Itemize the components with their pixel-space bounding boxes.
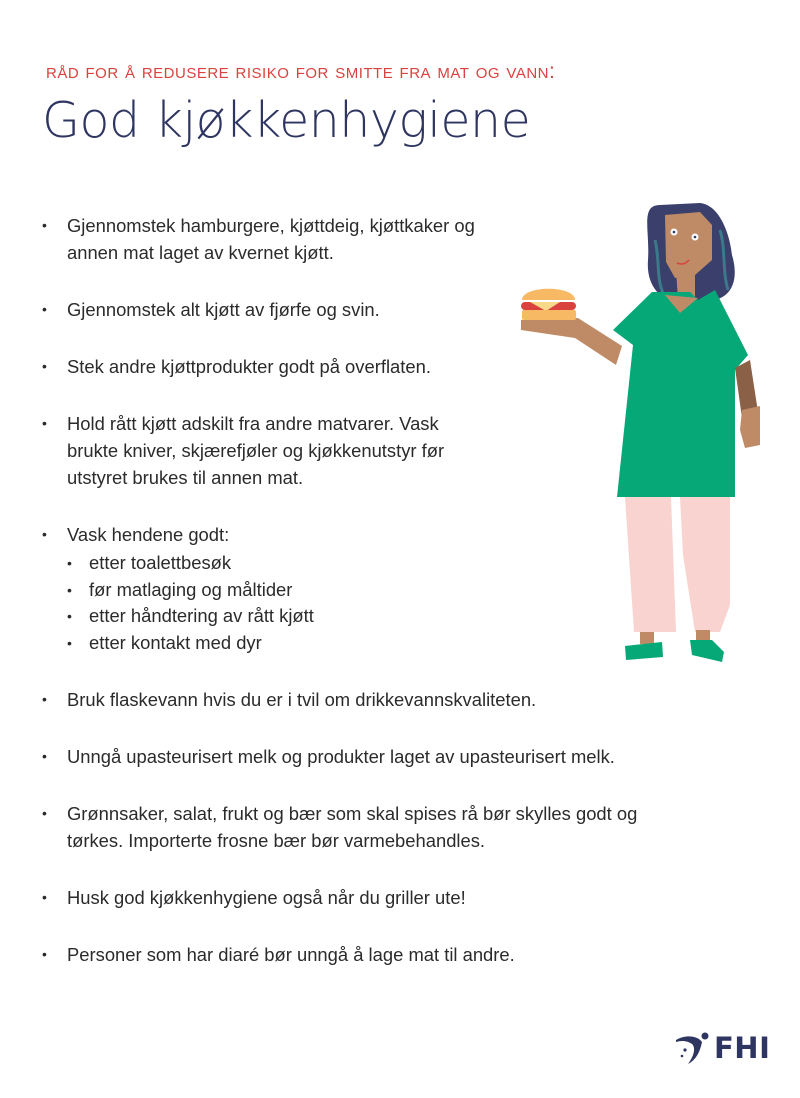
sub-list-item: • etter kontakt med dyr (67, 630, 740, 657)
list-item: • Stek andre kjøttprodukter godt på overflaten. (40, 353, 740, 380)
fhi-logo (674, 1030, 770, 1066)
sub-list-item: • etter håndtering av rått kjøtt (67, 603, 740, 630)
list-item: • Unngå upasteurisert melk og produkter laget av upasteurisert melk. (40, 743, 740, 770)
list-item: • Personer som har diaré bør unngå å lage mat til andre. (40, 941, 740, 968)
fhi-logo-text: FHI (714, 1031, 771, 1065)
kicker-heading: råd for å redusere risiko for smitte fra mat og vann: (46, 60, 556, 83)
list-item: • Gjennomstek hamburgere, kjøttdeig, kjøttkaker og annen mat laget av kvernet kjøtt. (40, 212, 740, 266)
list-item: • Grønnsaker, salat, frukt og bær som skal spises rå bør skylles godt og tørkes. Importerte frosne bær bør varmebehandles. (40, 800, 740, 854)
list-item: • Gjennomstek alt kjøtt av fjørfe og svin. (40, 296, 740, 323)
sub-list-item: • etter toalettbesøk (67, 550, 740, 577)
list-item: • Husk god kjøkkenhygiene også når du griller ute! (40, 884, 740, 911)
fhi-logo-icon (674, 1030, 710, 1066)
page-title: God kjøkkenhygiene (42, 92, 531, 149)
list-item: • Hold rått kjøtt adskilt fra andre matvarer. Vask brukte kniver, skjærefjøler og kjøkkenutstyr før utstyret brukes til annen mat. (40, 410, 740, 491)
list-item: • Vask hendene godt: • etter toalettbesøk • før matlaging og måltider • etter håndtering av rått kjøtt • etter kontakt med dyr (40, 521, 740, 656)
sub-list-item: • før matlaging og måltider (67, 577, 740, 604)
list-item: • Bruk flaskevann hvis du er i tvil om drikkevannskvaliteten. (40, 686, 740, 713)
woman-holding-hamburger-illustration (515, 195, 765, 669)
